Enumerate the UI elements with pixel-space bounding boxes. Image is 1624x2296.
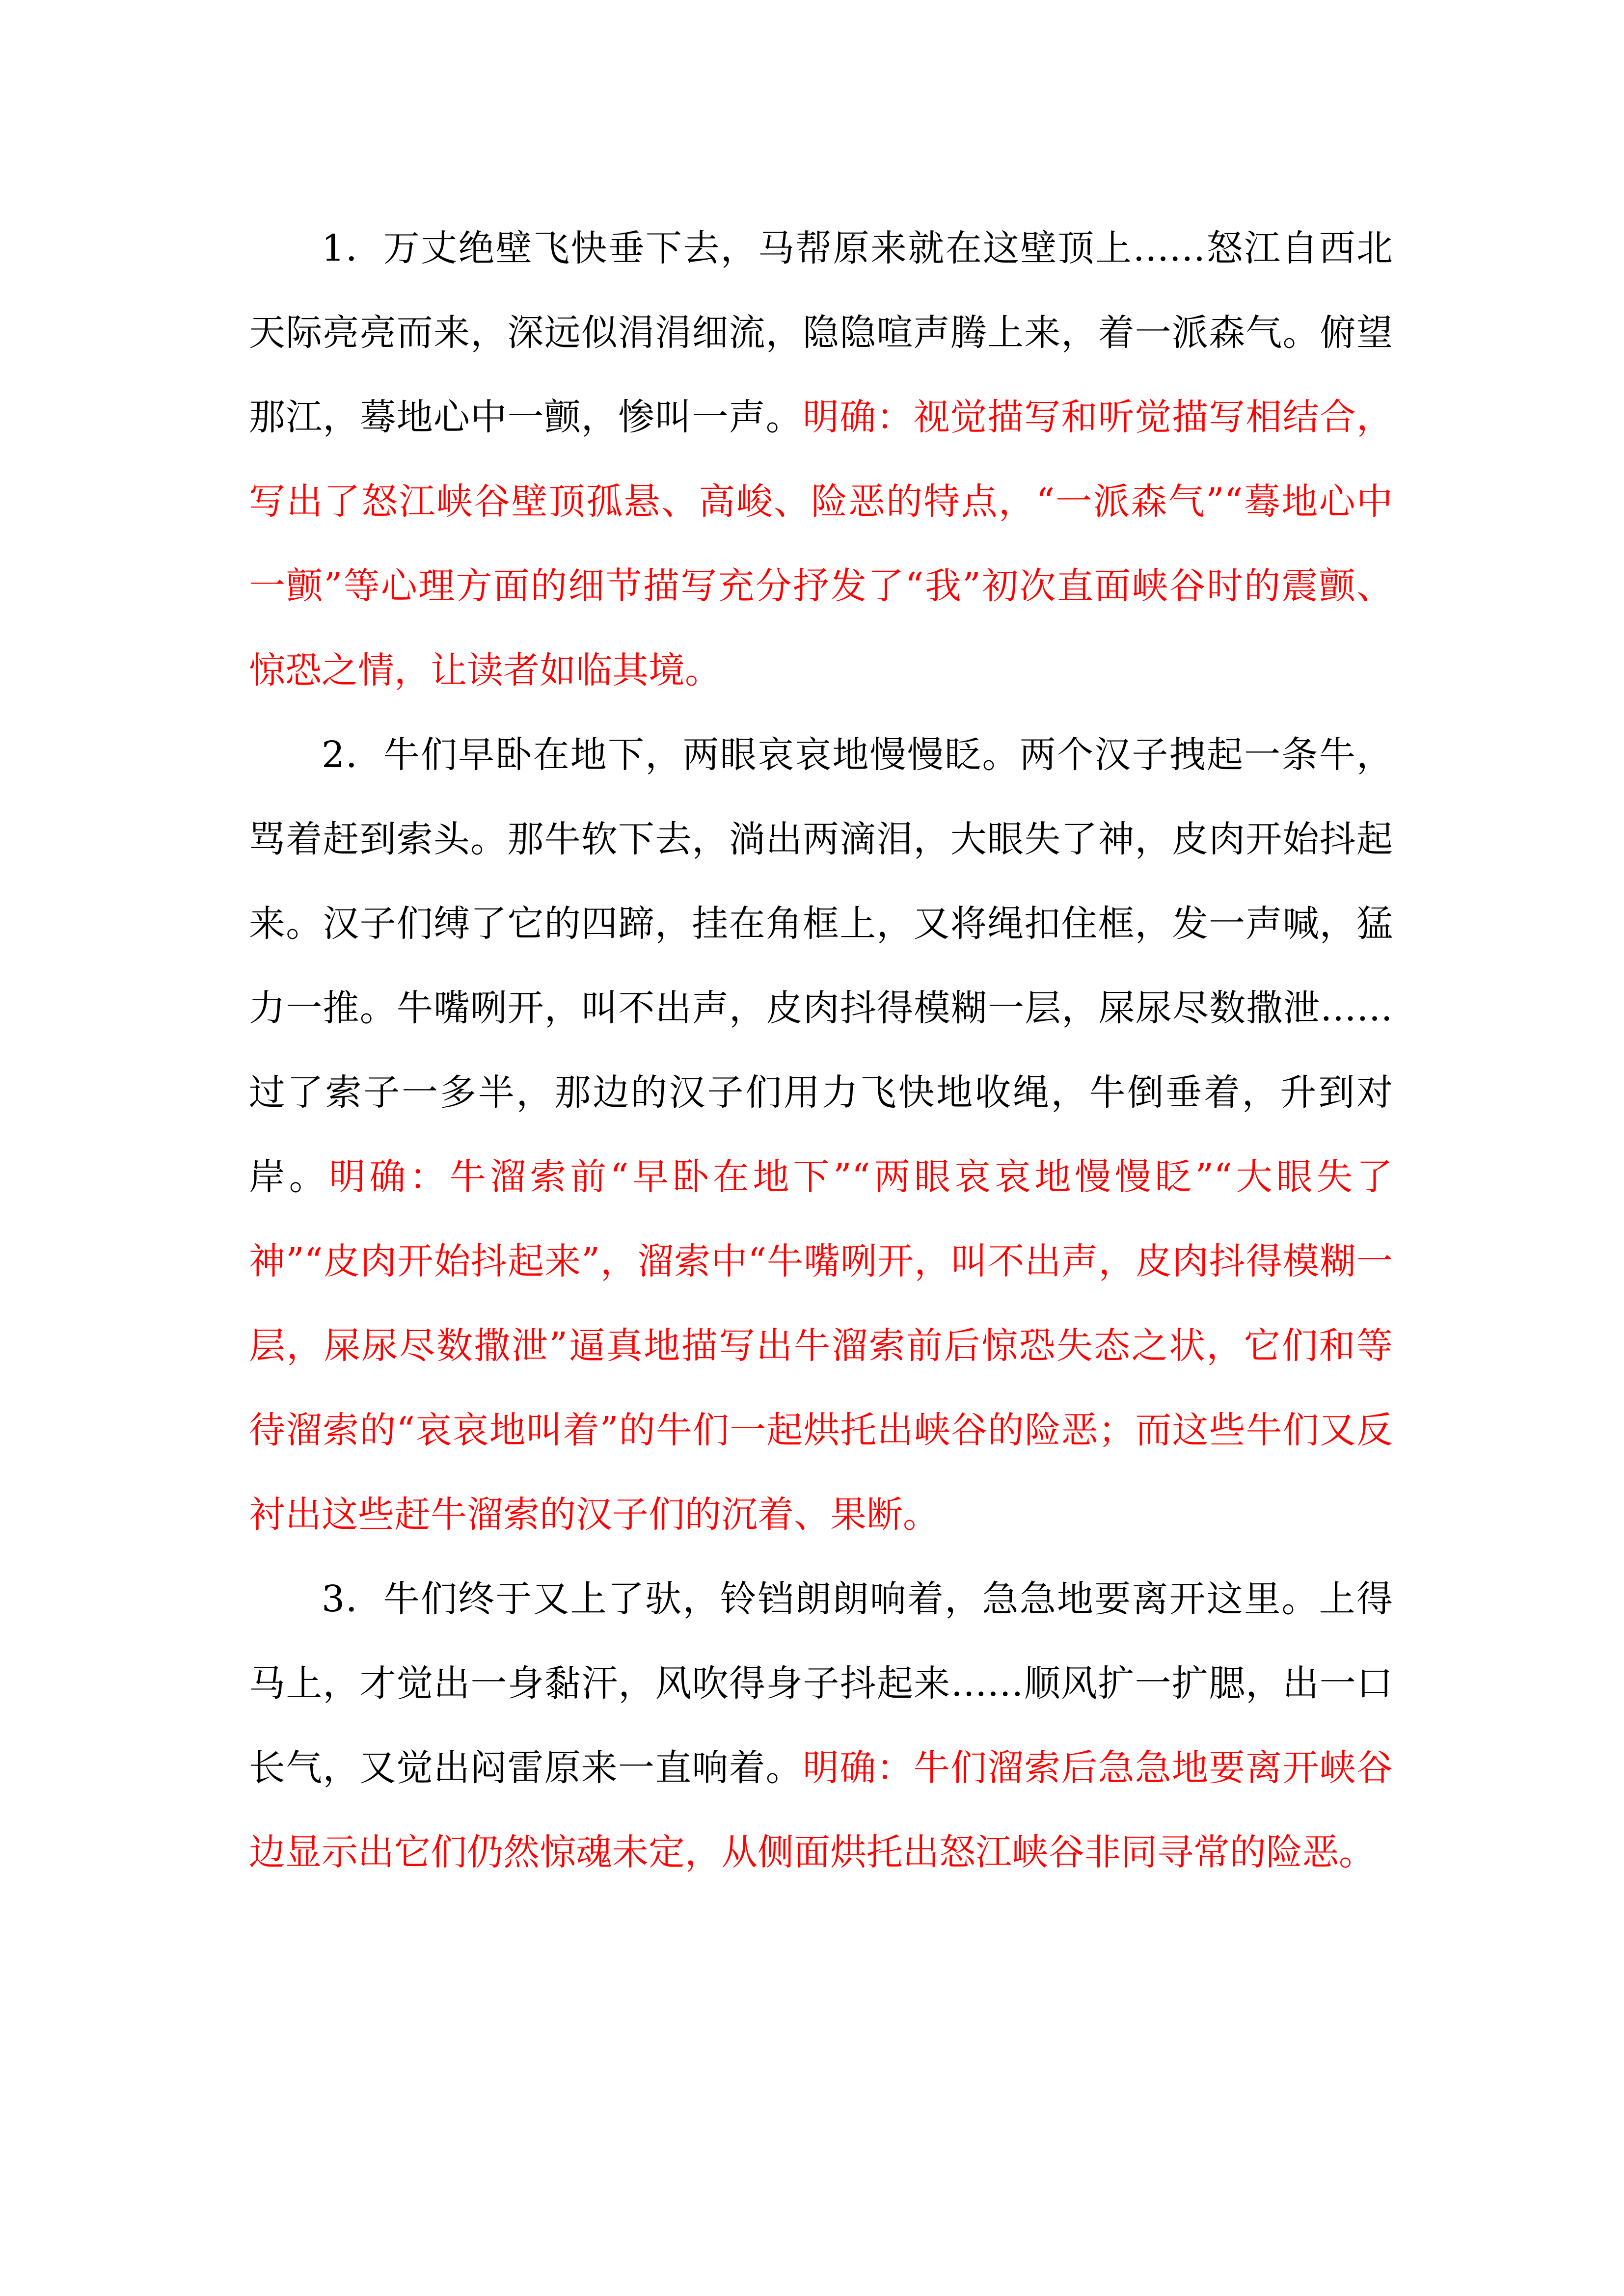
paragraph-number: 2．	[322, 734, 383, 776]
paragraph-number: 1．	[322, 227, 383, 269]
answer-explanation: 明确：视觉描写和听觉描写相结合，写出了怒江峡谷壁顶孤悬、高峻、险恶的特点，“一派森气”“蓦地心中一颤”等心理方面的细节描写充分抒发了“我”初次直面峡谷时的震颤、惊恐之情，让读者如临其境。	[249, 396, 1393, 692]
answer-explanation: 明确：牛们溜索后急急地要离开峡谷边显示出它们仍然惊魂未定，从侧面烘托出怒江峡谷非同寻常的险恶。	[249, 1747, 1393, 1873]
quoted-passage: 牛们终于又上了驮，铃铛朗朗响着，急急地要离开这里。上得马上，才觉出一身黏汗，风吹得身子抖起来……顺风扩一扩腮，出一口长气，又觉出闷雷原来一直响着。	[249, 1578, 1393, 1789]
answer-explanation: 明确：牛溜索前“早卧在地下”“两眼哀哀地慢慢眨”“大眼失了神”“皮肉开始抖起来”，溜索中“牛嘴咧开，叫不出声，皮肉抖得模糊一层，屎尿尽数撒泄”逼真地描写出牛溜索前后惊恐失态之状，它们和等待溜索的“哀哀地叫着”的牛们一起烘托出峡谷的险恶；而这些牛们又反衬出这些赶牛溜索的汉子们的沉着、果断。	[249, 1156, 1393, 1536]
paragraph-2	[249, 713, 1393, 1557]
paragraph-number: 3．	[322, 1578, 383, 1620]
quoted-passage: 万丈绝壁飞快垂下去，马帮原来就在这壁顶上……怒江自西北天际亮亮而来，深远似涓涓细流，隐隐喧声腾上来，着一派森气。俯望那江，蓦地心中一颤，惨叫一声。	[249, 227, 1393, 438]
paragraph-3	[249, 1557, 1393, 1895]
paragraph-1	[249, 206, 1393, 713]
document-body	[249, 206, 1393, 1895]
quoted-passage: 牛们早卧在地下，两眼哀哀地慢慢眨。两个汉子拽起一条牛，骂着赶到索头。那牛软下去，淌出两滴泪，大眼失了神，皮肉开始抖起来。汉子们缚了它的四蹄，挂在角框上，又将绳扣住框，发一声喊，猛力一推。牛嘴咧开，叫不出声，皮肉抖得模糊一层，屎尿尽数撒泄……过了索子一多半，那边的汉子们用力飞快地收绳，牛倒垂着，升到对岸。	[249, 734, 1393, 1198]
